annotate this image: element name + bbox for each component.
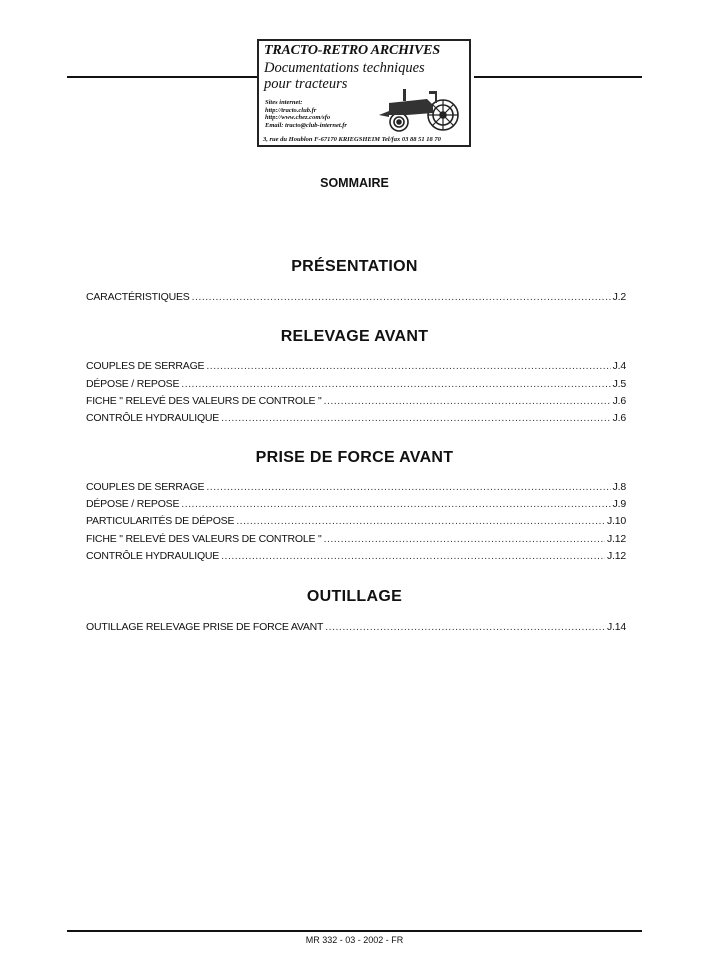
toc-leader-dots: [221, 412, 610, 424]
toc-leader-dots: [192, 291, 611, 303]
toc-entry-page: J.9: [612, 498, 626, 510]
toc-entry-label: PARTICULARITÉS DE DÉPOSE: [86, 515, 235, 527]
stamp-site-2: http://www.chez.com/sfo: [265, 114, 331, 121]
toc-entry-page: J.2: [612, 291, 626, 303]
stamp-site-1: http://tracto.club.fr: [265, 106, 317, 114]
toc-entry[interactable]: [86, 550, 626, 564]
toc-entry-label: DÉPOSE / REPOSE: [86, 378, 180, 390]
toc-leader-dots: [236, 515, 605, 527]
toc-entry-page: J.14: [606, 621, 626, 633]
archive-stamp: [257, 39, 471, 147]
stamp-contact: [265, 99, 347, 129]
toc-entry[interactable]: [86, 378, 626, 392]
header-rule-right: [474, 76, 642, 78]
toc-entry[interactable]: [86, 395, 626, 409]
toc-entry-label: FICHE " RELEVÉ DES VALEURS DE CONTROLE ": [86, 395, 322, 407]
toc-entry[interactable]: [86, 515, 626, 529]
toc-entry-label: COUPLES DE SERRAGE: [86, 360, 205, 372]
tractor-icon: [377, 85, 467, 133]
section-heading-outillage: OUTILLAGE: [306, 588, 403, 605]
toc-entry[interactable]: [86, 360, 626, 374]
toc-leader-dots: [325, 621, 605, 633]
toc-leader-dots: [181, 498, 610, 510]
toc-entry-label: CONTRÔLE HYDRAULIQUE: [86, 550, 220, 562]
toc-entry-page: J.6: [612, 395, 626, 407]
toc-entry-page: J.5: [612, 378, 626, 390]
toc-entry-label: OUTILLAGE RELEVAGE PRISE DE FORCE AVANT: [86, 621, 324, 633]
toc-entry-label: CONTRÔLE HYDRAULIQUE: [86, 412, 220, 424]
toc-leader-dots: [181, 378, 610, 390]
page-title: SOMMAIRE: [320, 176, 389, 190]
stamp-sites-label: Sites internet:: [265, 99, 303, 106]
toc-entry[interactable]: [86, 621, 626, 635]
section-heading-prise-de-force-avant: PRISE DE FORCE AVANT: [255, 449, 454, 466]
section-heading-presentation: PRÉSENTATION: [291, 258, 418, 275]
toc-entry-label: DÉPOSE / REPOSE: [86, 498, 180, 510]
toc-entry[interactable]: [86, 533, 626, 547]
stamp-subtitle-2: pour tracteurs: [264, 76, 348, 92]
toc-entry[interactable]: [86, 481, 626, 495]
stamp-email: Email: tracto@club-internet.fr: [265, 121, 347, 129]
section-heading-relevage-avant: RELEVAGE AVANT: [280, 328, 429, 345]
toc-entry[interactable]: [86, 291, 626, 305]
stamp-subtitle: Documentations techniques: [264, 60, 425, 76]
toc-entry-page: J.10: [606, 515, 626, 527]
toc-leader-dots: [206, 481, 610, 493]
toc-leader-dots: [206, 360, 610, 372]
toc-entry[interactable]: [86, 498, 626, 512]
stamp-title: TRACTO-RETRO ARCHIVES: [264, 43, 440, 58]
toc-entry-page: J.12: [606, 533, 626, 545]
toc-entry-page: J.6: [612, 412, 626, 424]
footer-reference: MR 332 - 03 - 2002 - FR: [305, 935, 404, 945]
toc-leader-dots: [324, 533, 605, 545]
toc-leader-dots: [324, 395, 611, 407]
stamp-address: 3, rue du Houblon F-67170 KRIEGSHEIM Tel/fax 03 88 51 18 70: [263, 136, 441, 143]
header-rule-left: [67, 76, 257, 78]
toc-entry-label: COUPLES DE SERRAGE: [86, 481, 205, 493]
toc-entry-page: J.4: [612, 360, 626, 372]
toc-entry-page: J.8: [612, 481, 626, 493]
toc-entry-page: J.12: [606, 550, 626, 562]
toc-entry-label: FICHE " RELEVÉ DES VALEURS DE CONTROLE ": [86, 533, 322, 545]
toc-entry-label: CARACTÉRISTIQUES: [86, 291, 190, 303]
toc-entry[interactable]: [86, 412, 626, 426]
toc-leader-dots: [221, 550, 605, 562]
footer-rule: [67, 930, 642, 932]
